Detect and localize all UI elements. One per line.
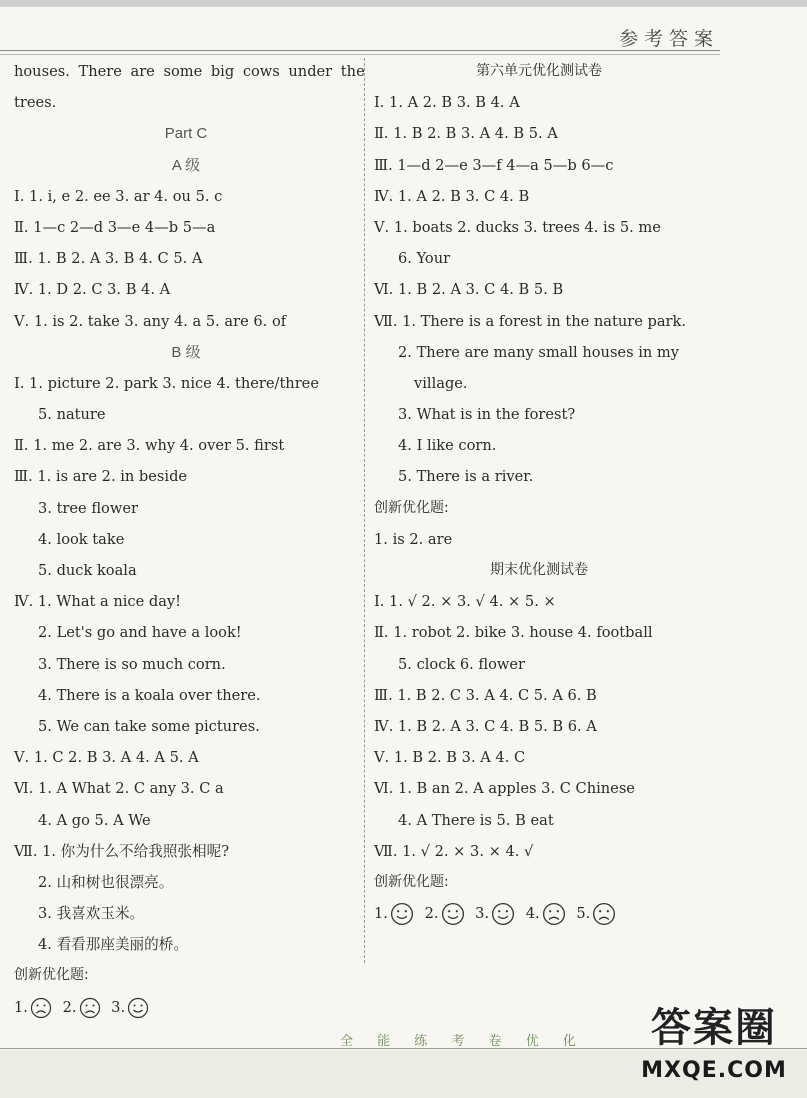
part-heading: Part C <box>164 125 208 143</box>
answer-line: Ⅶ. 1. 你为什么不给我照张相呢? <box>14 842 230 860</box>
face-number: 2. <box>62 998 77 1016</box>
answer-line: 2. There are many small houses in my <box>398 343 679 361</box>
answer-line: houses. There are some big cows under the <box>14 63 365 80</box>
answer-line: Ⅴ. 1. B 2. B 3. A 4. C <box>374 749 526 767</box>
page-header-title: 参考答案 <box>618 28 719 50</box>
sad-face-icon <box>542 902 566 926</box>
smiley-face-icon <box>491 902 515 926</box>
final-test-title: 期末优化测试卷 <box>490 562 588 578</box>
face-number: 1. <box>14 998 28 1016</box>
answer-line: 4. A There is 5. B eat <box>398 811 554 829</box>
answer-line: village. <box>414 374 468 392</box>
answer-line: 4. A go 5. A We <box>38 811 151 829</box>
answer-line: Ⅲ. 1. is are 2. in beside <box>14 468 188 486</box>
section-heading: 创新优化题: <box>14 967 89 984</box>
level-heading: A 级 <box>171 156 201 174</box>
answer-line: Ⅶ. 1. There is a forest in the nature park. <box>374 312 686 330</box>
answer-line: 5. There is a river. <box>398 468 534 486</box>
face-answers <box>14 992 358 1023</box>
answer-line: 3. What is in the forest? <box>398 406 576 424</box>
answer-line: 5. clock 6. flower <box>398 655 526 673</box>
answer-line: 4. I like corn. <box>398 437 497 455</box>
answer-line: Ⅴ. 1. is 2. take 3. any 4. a 5. are 6. of <box>14 312 287 330</box>
answer-line: 4. look take <box>38 530 125 548</box>
answer-line: Ⅰ. 1. A 2. B 3. B 4. A <box>374 94 520 112</box>
answer-line: 6. Your <box>398 250 451 268</box>
face-number: 2. <box>424 905 439 923</box>
answer-line: Ⅵ. 1. A What 2. C any 3. C a <box>14 780 224 798</box>
answer-line: 5. nature <box>38 406 106 424</box>
answer-line: Ⅴ. 1. boats 2. ducks 3. trees 4. is 5. me <box>374 218 661 236</box>
answer-line: 5. We can take some pictures. <box>38 717 260 735</box>
answer-line: 4. There is a koala over there. <box>38 686 261 704</box>
answer-line: Ⅱ. 1. me 2. are 3. why 4. over 5. first <box>14 437 285 455</box>
answer-line: Ⅱ. 1. robot 2. bike 3. house 4. football <box>374 624 653 642</box>
answer-line: Ⅳ. 1. D 2. C 3. B 4. A <box>14 281 171 299</box>
face-number: 1. <box>374 905 388 923</box>
watermark-url: MXQE.COM <box>641 1058 787 1083</box>
smiley-face-icon <box>441 902 465 926</box>
answer-line: Ⅳ. 1. B 2. A 3. C 4. B 5. B 6. A <box>374 717 597 735</box>
answer-line: trees. <box>14 94 57 112</box>
left-column <box>14 56 365 1023</box>
answer-line: Ⅴ. 1. C 2. B 3. A 4. A 5. A <box>14 749 199 767</box>
level-heading: B 级 <box>171 343 201 361</box>
face-number: 4. <box>525 905 540 923</box>
header-rule <box>0 50 720 51</box>
section-heading: 创新优化题: <box>374 873 449 890</box>
answer-line: Ⅳ. 1. What a nice day! <box>14 593 182 611</box>
smiley-face-icon <box>127 997 149 1019</box>
answer-line: Ⅵ. 1. B an 2. A apples 3. C Chinese <box>374 780 635 798</box>
answer-line: 1. is 2. are <box>374 530 453 548</box>
answer-line: Ⅰ. 1. √ 2. × 3. √ 4. × 5. × <box>374 593 556 611</box>
answer-line: 4. 看看那座美丽的桥。 <box>38 936 188 954</box>
sad-face-icon <box>79 997 101 1019</box>
answer-line: 2. Let's go and have a look! <box>38 624 242 642</box>
answer-line: Ⅰ. 1. picture 2. park 3. nice 4. there/three <box>14 374 319 392</box>
face-number: 3. <box>111 998 126 1016</box>
face-number: 5. <box>576 905 591 923</box>
top-edge-bar <box>0 0 807 7</box>
answer-line: 3. 我喜欢玉米。 <box>38 905 145 923</box>
answer-line: 3. There is so much corn. <box>38 655 226 673</box>
answer-line: Ⅶ. 1. √ 2. × 3. × 4. √ <box>374 842 534 860</box>
watermark-logo <box>624 1000 804 1096</box>
face-number: 3. <box>475 905 490 923</box>
answer-line: 5. duck koala <box>38 562 137 579</box>
answer-line: Ⅰ. 1. i, e 2. ee 3. ar 4. ou 5. c <box>14 187 223 205</box>
answer-line: 2. 山和树也很漂亮。 <box>38 873 174 891</box>
smiley-face-icon <box>390 902 414 926</box>
sad-face-icon <box>30 997 52 1019</box>
footer-decoration: 全 能 练 考 卷 优 化 <box>340 1034 586 1049</box>
answer-line: Ⅱ. 1—c 2—d 3—e 4—b 5—a <box>14 218 216 236</box>
answer-line: Ⅵ. 1. B 2. A 3. C 4. B 5. B <box>374 281 564 299</box>
column-divider <box>364 58 365 963</box>
right-column <box>374 56 704 929</box>
answer-line: Ⅱ. 1. B 2. B 3. A 4. B 5. A <box>374 125 558 143</box>
face-answers <box>374 898 704 929</box>
unit-test-title: 第六单元优化测试卷 <box>476 63 602 79</box>
answer-line: Ⅳ. 1. A 2. B 3. C 4. B <box>374 187 530 205</box>
answer-line: Ⅲ. 1. B 2. A 3. B 4. C 5. A <box>14 250 203 268</box>
header-rule-secondary <box>0 54 720 55</box>
answer-line: Ⅲ. 1—d 2—e 3—f 4—a 5—b 6—c <box>374 156 614 174</box>
sad-face-icon <box>592 902 616 926</box>
answer-line: Ⅲ. 1. B 2. C 3. A 4. C 5. A 6. B <box>374 686 597 704</box>
watermark-top-text: 答案圈 <box>651 1005 777 1051</box>
section-heading: 创新优化题: <box>374 499 449 516</box>
answer-line: 3. tree flower <box>38 499 138 517</box>
